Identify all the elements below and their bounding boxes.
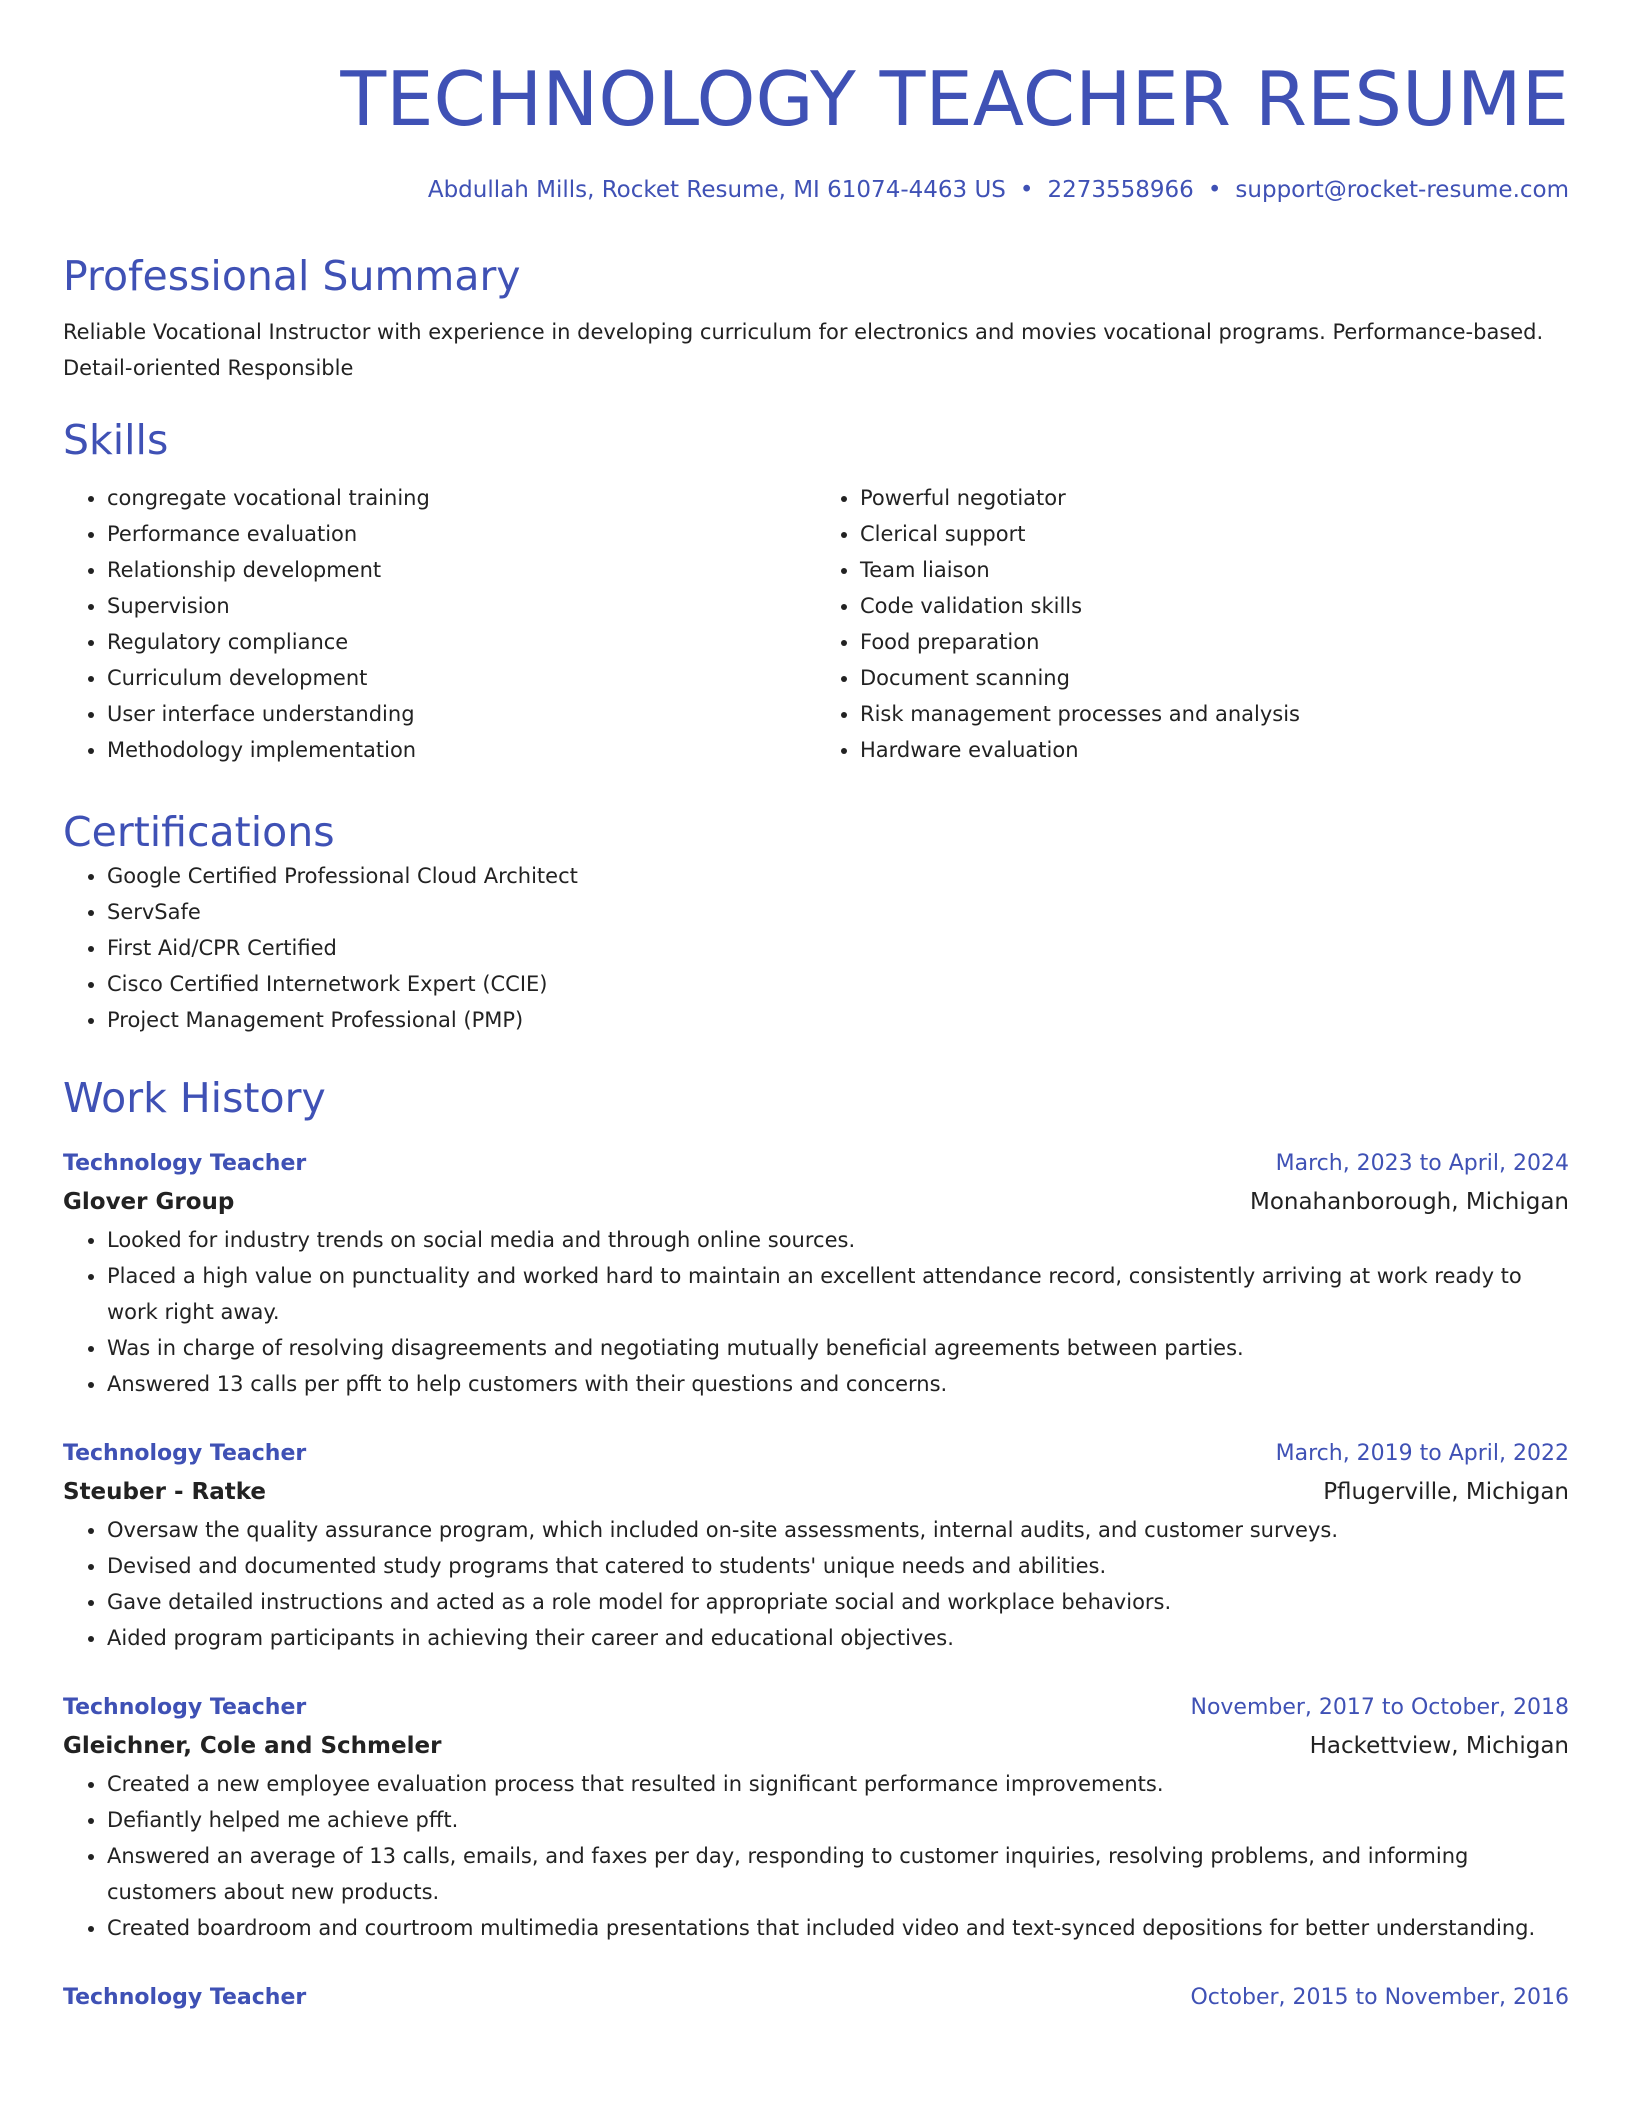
skill-item: • Team liaison xyxy=(860,552,1569,588)
job-title-row xyxy=(63,1690,1569,1726)
contact-phone: 2273558966 xyxy=(1047,177,1194,203)
job-bullet: • Aided program participants in achieving their career and educational objectives. xyxy=(107,1620,1569,1656)
skills-section xyxy=(63,414,1569,768)
certification-item: • Cisco Certified Internetwork Expert (CCIE) xyxy=(107,966,1569,1002)
summary-text: Reliable Vocational Instructor with experience in developing curriculum for electronics and movies vocational programs. Performance-based. Detail-oriented Responsible xyxy=(63,320,1544,380)
job-bullet: • Answered an average of 13 calls, emails, and faxes per day, responding to customer inquiries, resolving problems, and informing customers about new products. xyxy=(107,1838,1569,1910)
contact-email: support@rocket-resume.com xyxy=(1235,177,1569,203)
job-bullet: • Gave detailed instructions and acted as a role model for appropriate social and workplace behaviors. xyxy=(107,1584,1569,1620)
job-location: Pflugerville, Michigan xyxy=(1323,1479,1569,1505)
skill-item: • Methodology implementation xyxy=(107,732,816,768)
job-title: Technology Teacher xyxy=(63,1151,307,1176)
job-company-row xyxy=(63,1472,1569,1512)
job-company: Gleichner, Cole and Schmeler xyxy=(63,1733,442,1759)
job-entry xyxy=(63,1436,1569,1656)
contact-address: Abdullah Mills, Rocket Resume, MI 61074-4463 US xyxy=(427,177,1006,203)
job-bullet: • Defiantly helped me achieve pfft. xyxy=(107,1802,1569,1838)
job-bullet: • Created a new employee evaluation process that resulted in significant performance improvements. xyxy=(107,1766,1569,1802)
job-title-row xyxy=(63,1146,1569,1182)
job-entry xyxy=(63,1980,1569,2016)
skill-item: • Code validation skills xyxy=(860,588,1569,624)
job-dates: October, 2015 to November, 2016 xyxy=(1190,1985,1569,2010)
job-bullets xyxy=(63,1766,1569,1946)
job-title: Technology Teacher xyxy=(63,1985,307,2010)
skill-item: • User interface understanding xyxy=(107,696,816,732)
skills-heading: Skills xyxy=(63,416,169,464)
job-bullets xyxy=(63,1512,1569,1656)
job-bullet: • Looked for industry trends on social media and through online sources. xyxy=(107,1222,1569,1258)
job-bullet: • Created boardroom and courtroom multimedia presentations that included video and text-synced depositions for better understanding. xyxy=(107,1910,1569,1946)
certification-item: • Google Certified Professional Cloud Architect xyxy=(107,858,1569,894)
skill-item: • Curriculum development xyxy=(107,660,816,696)
contact-separator: • xyxy=(1207,177,1222,203)
job-bullet: • Devised and documented study programs that catered to students' unique needs and abilities. xyxy=(107,1548,1569,1584)
certification-item: • ServSafe xyxy=(107,894,1569,930)
job-company-row xyxy=(63,1726,1569,1766)
skill-item: • Relationship development xyxy=(107,552,816,588)
job-bullet: • Placed a high value on punctuality and worked hard to maintain an excellent attendance record, consistently arriving at work ready to work right away. xyxy=(107,1258,1569,1330)
skills-list-right xyxy=(816,480,1569,768)
summary-section xyxy=(63,250,1569,386)
job-entry xyxy=(63,1146,1569,1402)
job-title-row xyxy=(63,1436,1569,1472)
resume-header xyxy=(63,0,1569,206)
certifications-section xyxy=(63,806,1569,1038)
work-history-heading: Work History xyxy=(63,1074,326,1122)
skill-item: • Powerful negotiator xyxy=(860,480,1569,516)
skill-item: • Regulatory compliance xyxy=(107,624,816,660)
summary-heading: Professional Summary xyxy=(63,252,521,300)
job-title-row xyxy=(63,1980,1569,2016)
contact-line xyxy=(63,174,1569,206)
work-history-section xyxy=(63,1072,1569,2016)
job-bullets xyxy=(63,1222,1569,1402)
job-dates: November, 2017 to October, 2018 xyxy=(1190,1695,1569,1720)
job-bullet: • Oversaw the quality assurance program, which included on-site assessments, internal audits, and customer surveys. xyxy=(107,1512,1569,1548)
skills-columns xyxy=(63,480,1569,768)
job-company-row xyxy=(63,1182,1569,1222)
skill-item: • Food preparation xyxy=(860,624,1569,660)
job-bullet: • Answered 13 calls per pfft to help customers with their questions and concerns. xyxy=(107,1366,1569,1402)
job-company: Glover Group xyxy=(63,1189,235,1215)
skill-item: • Document scanning xyxy=(860,660,1569,696)
certifications-heading: Certifications xyxy=(63,808,335,856)
skill-item: • Supervision xyxy=(107,588,816,624)
job-title: Technology Teacher xyxy=(63,1441,307,1466)
job-location: Hackettview, Michigan xyxy=(1309,1733,1569,1759)
job-title: Technology Teacher xyxy=(63,1695,307,1720)
certification-item: • First Aid/CPR Certified xyxy=(107,930,1569,966)
skill-item: • Clerical support xyxy=(860,516,1569,552)
skill-item: • Performance evaluation xyxy=(107,516,816,552)
skill-item: • Hardware evaluation xyxy=(860,732,1569,768)
job-dates: March, 2019 to April, 2022 xyxy=(1275,1441,1569,1466)
contact-separator: • xyxy=(1019,177,1034,203)
skills-list-left xyxy=(63,480,816,768)
job-entry xyxy=(63,1690,1569,1946)
job-dates: March, 2023 to April, 2024 xyxy=(1275,1151,1569,1176)
skill-item: • Risk management processes and analysis xyxy=(860,696,1569,732)
certification-item: • Project Management Professional (PMP) xyxy=(107,1002,1569,1038)
skill-item: • congregate vocational training xyxy=(107,480,816,516)
job-location: Monahanborough, Michigan xyxy=(1249,1189,1569,1215)
certifications-list xyxy=(63,858,1569,1038)
job-bullet: • Was in charge of resolving disagreements and negotiating mutually beneficial agreements between parties. xyxy=(107,1330,1569,1366)
document-title: TECHNOLOGY TEACHER RESUME xyxy=(340,55,1569,143)
job-company: Steuber - Ratke xyxy=(63,1479,267,1505)
